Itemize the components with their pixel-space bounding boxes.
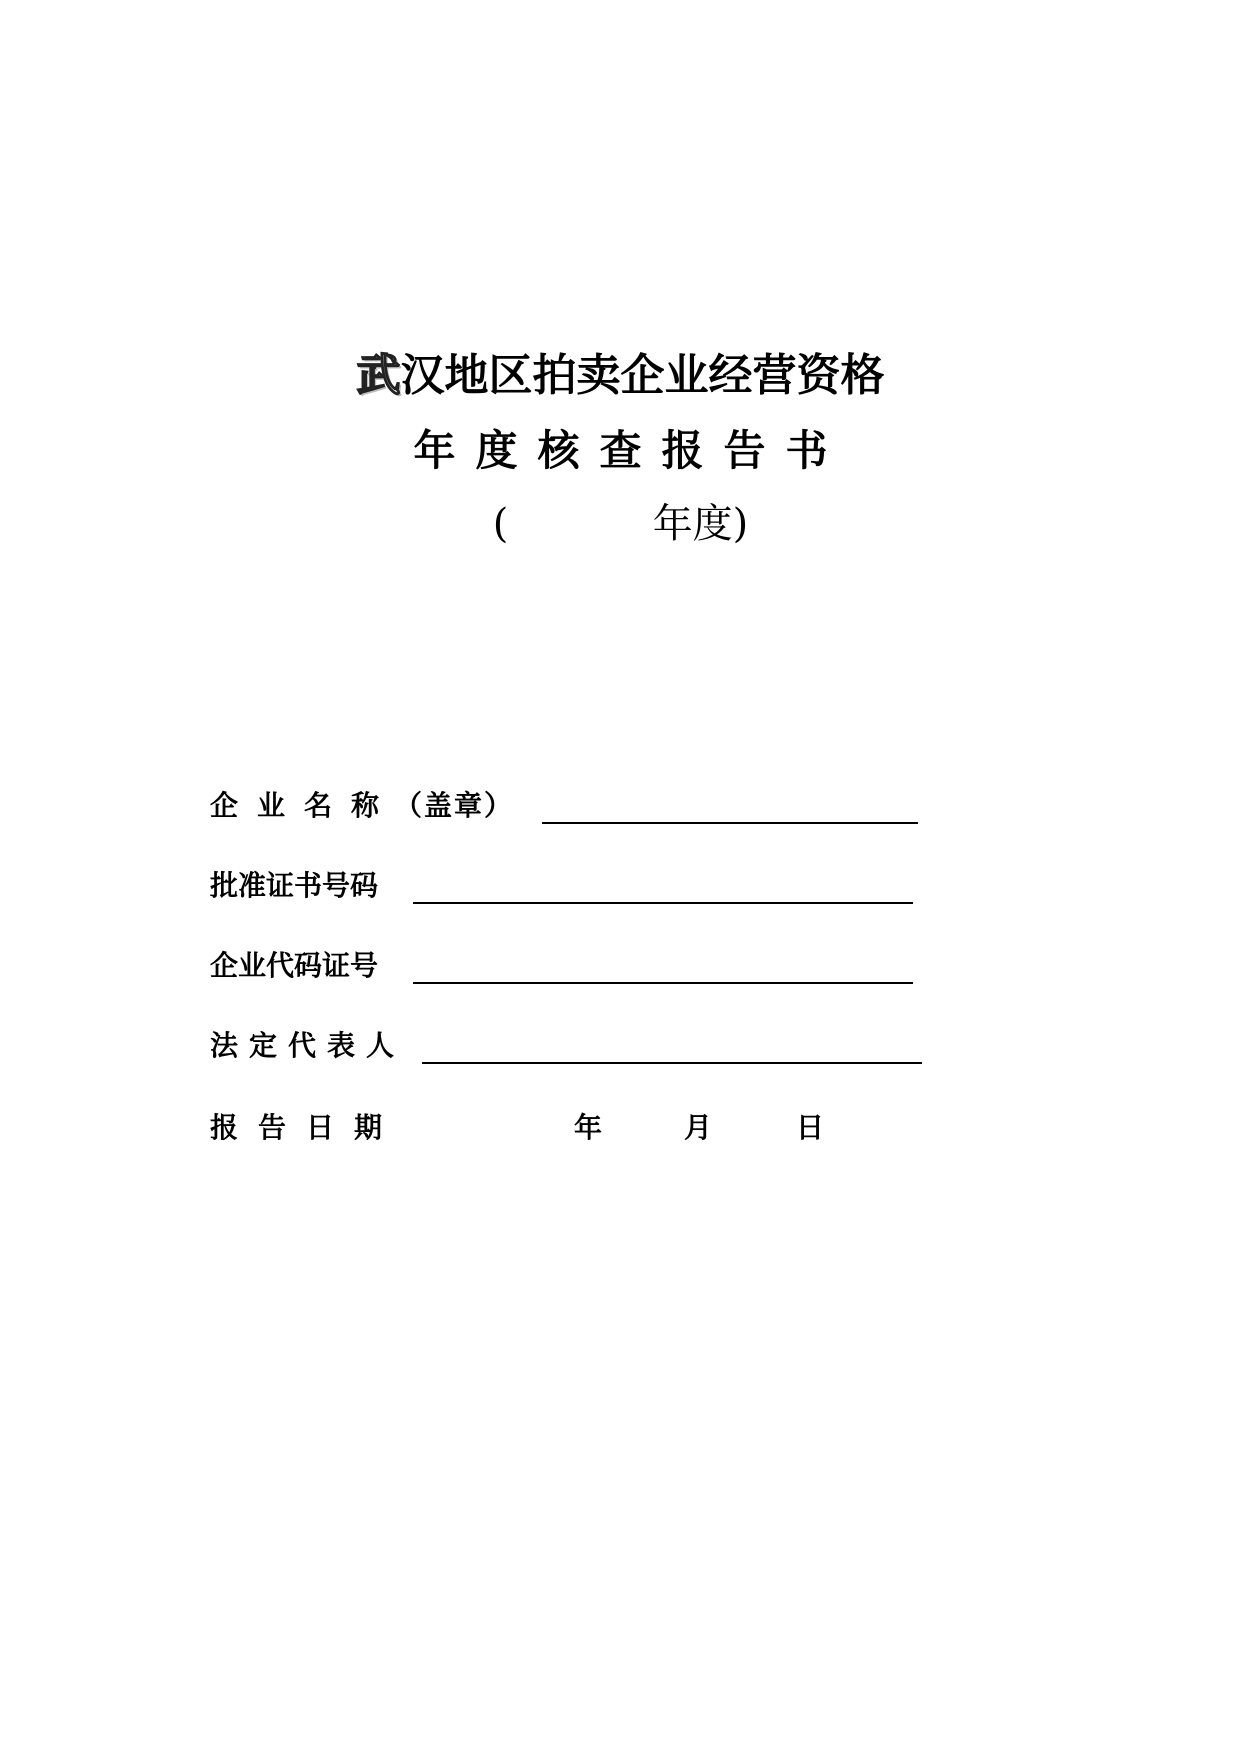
year-label: 年度) — [652, 501, 749, 547]
company-name-field — [210, 786, 514, 826]
seal-note: （盖章） — [394, 789, 515, 822]
report-date-field — [210, 1108, 825, 1148]
date-year-label: 年 — [574, 1111, 603, 1144]
company-name-label: 企业名称 — [210, 789, 399, 822]
legal-rep-field — [210, 1026, 405, 1066]
company-name-blank-line[interactable] — [542, 822, 918, 824]
org-code-blank-line[interactable] — [413, 982, 913, 984]
legal-rep-blank-line[interactable] — [422, 1062, 922, 1064]
date-month-label: 月 — [684, 1111, 713, 1144]
legal-rep-label: 法定代表人 — [210, 1029, 406, 1062]
year-open-paren: ( — [492, 501, 509, 547]
report-date-label: 报告日期 — [210, 1111, 403, 1144]
approval-cert-blank-line[interactable] — [413, 902, 913, 904]
org-code-label: 企业代码证号 — [210, 949, 379, 982]
report-title-line-1 — [0, 350, 1241, 401]
report-year-line — [0, 501, 1241, 547]
date-day-label: 日 — [796, 1111, 825, 1144]
approval-cert-field — [210, 866, 378, 906]
title-line-1-text: 汉地区拍卖企业经营资格 — [400, 350, 885, 401]
report-title-line-2: 年度核查报告书 — [413, 426, 848, 475]
approval-cert-label: 批准证书号码 — [210, 869, 379, 902]
title-outline-char: 武 — [356, 350, 401, 401]
org-code-field — [210, 946, 378, 986]
